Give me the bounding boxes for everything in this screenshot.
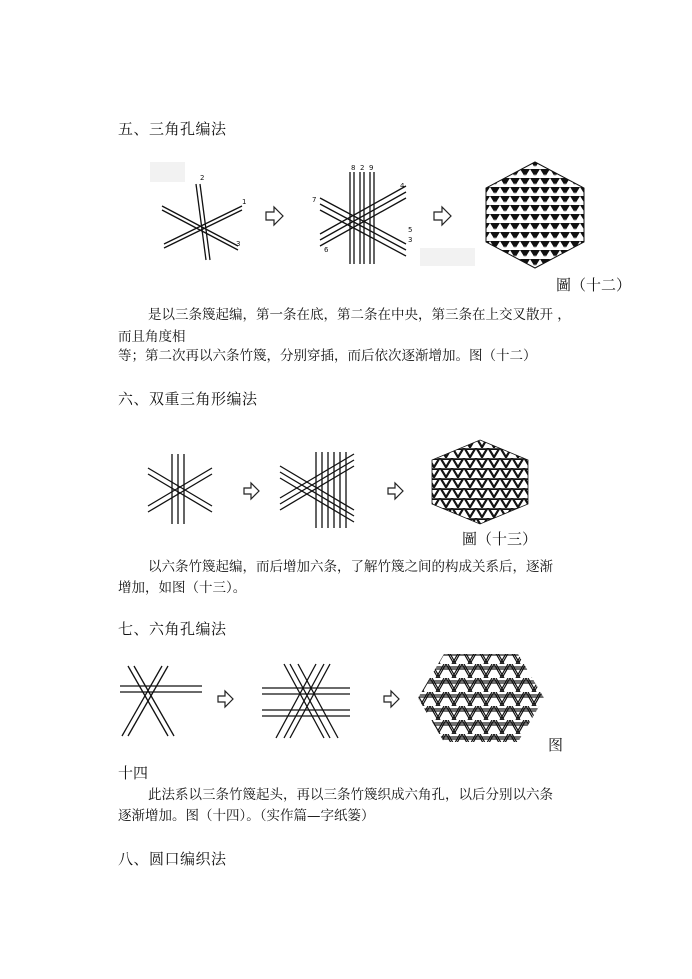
three-strip-start-diagram	[162, 184, 242, 260]
double-triangle-pattern-hexagon	[428, 438, 532, 526]
six-strip-star-diagram	[148, 454, 212, 524]
paragraph-line: 而且角度相	[118, 329, 186, 345]
section-heading-round-mouth: 八、圆口编织法	[118, 850, 227, 868]
figure-12	[150, 160, 480, 270]
arrow-right-icon	[434, 207, 451, 225]
hexagon-hole-pattern	[414, 650, 548, 746]
arrow-right-icon	[388, 483, 403, 499]
strip-number-label: 2	[360, 164, 365, 172]
three-strip-start-diagram	[120, 666, 202, 736]
section-heading-double-triangle: 六、双重三角形编法	[118, 390, 258, 408]
paragraph-line: 是以三条篾起编，第一条在底，第二条在中央，第三条在上交叉散开 ，	[148, 307, 571, 323]
paragraph-line: 此法系以三条竹篾起头，再以三条竹篾织成六角孔，以后分别以六条	[148, 787, 553, 803]
scan-shade	[420, 248, 475, 266]
strip-number-label: 2	[200, 174, 205, 182]
figure-caption-13: 圖（十三）	[462, 530, 538, 548]
paragraph-line: 以六条竹篾起编，而后增加六条，了解竹篾之间的构成关系后，逐渐	[148, 559, 553, 575]
figure-13	[140, 448, 420, 530]
figure-caption-14-part1: 图	[548, 736, 564, 754]
figure-14	[118, 660, 418, 742]
strip-number-label: 6	[324, 246, 329, 254]
strip-number-label: 3	[408, 236, 413, 244]
paragraph-line: 等；第二次再以六条竹篾，分别穿插，而后依次逐渐增加。图（十二）	[118, 348, 537, 364]
arrow-right-icon	[266, 207, 283, 225]
section-heading-hexagon-hole: 七、六角孔编法	[118, 620, 227, 638]
strip-number-label: 7	[312, 196, 317, 204]
strip-number-label: 5	[408, 226, 413, 234]
strip-number-label: 4	[400, 182, 405, 190]
figure-caption-12: 圖（十二）	[556, 276, 632, 294]
paragraph-line: 逐渐增加。图（十四）。（实作篇—字纸篓）	[118, 808, 375, 824]
arrow-right-icon	[218, 691, 233, 707]
arrow-right-icon	[384, 691, 399, 707]
strip-number-label: 3	[236, 240, 241, 248]
scan-shade	[150, 162, 185, 182]
nine-strip-weave-diagram	[320, 172, 406, 264]
section-heading-triangle-hole: 五、三角孔编法	[118, 120, 227, 138]
triangle-hole-pattern-hexagon	[480, 160, 590, 270]
figure-caption-14-part2: 十四	[118, 764, 149, 782]
paragraph-line: 增加，如图（十三）。	[118, 580, 247, 596]
strip-number-label: 1	[242, 198, 247, 206]
arrow-right-icon	[244, 483, 259, 499]
strip-number-label: 9	[369, 164, 374, 172]
twelve-strip-weave-diagram	[280, 452, 354, 528]
hexagon-hole-weave-diagram	[262, 664, 350, 738]
strip-number-label: 8	[351, 164, 356, 172]
